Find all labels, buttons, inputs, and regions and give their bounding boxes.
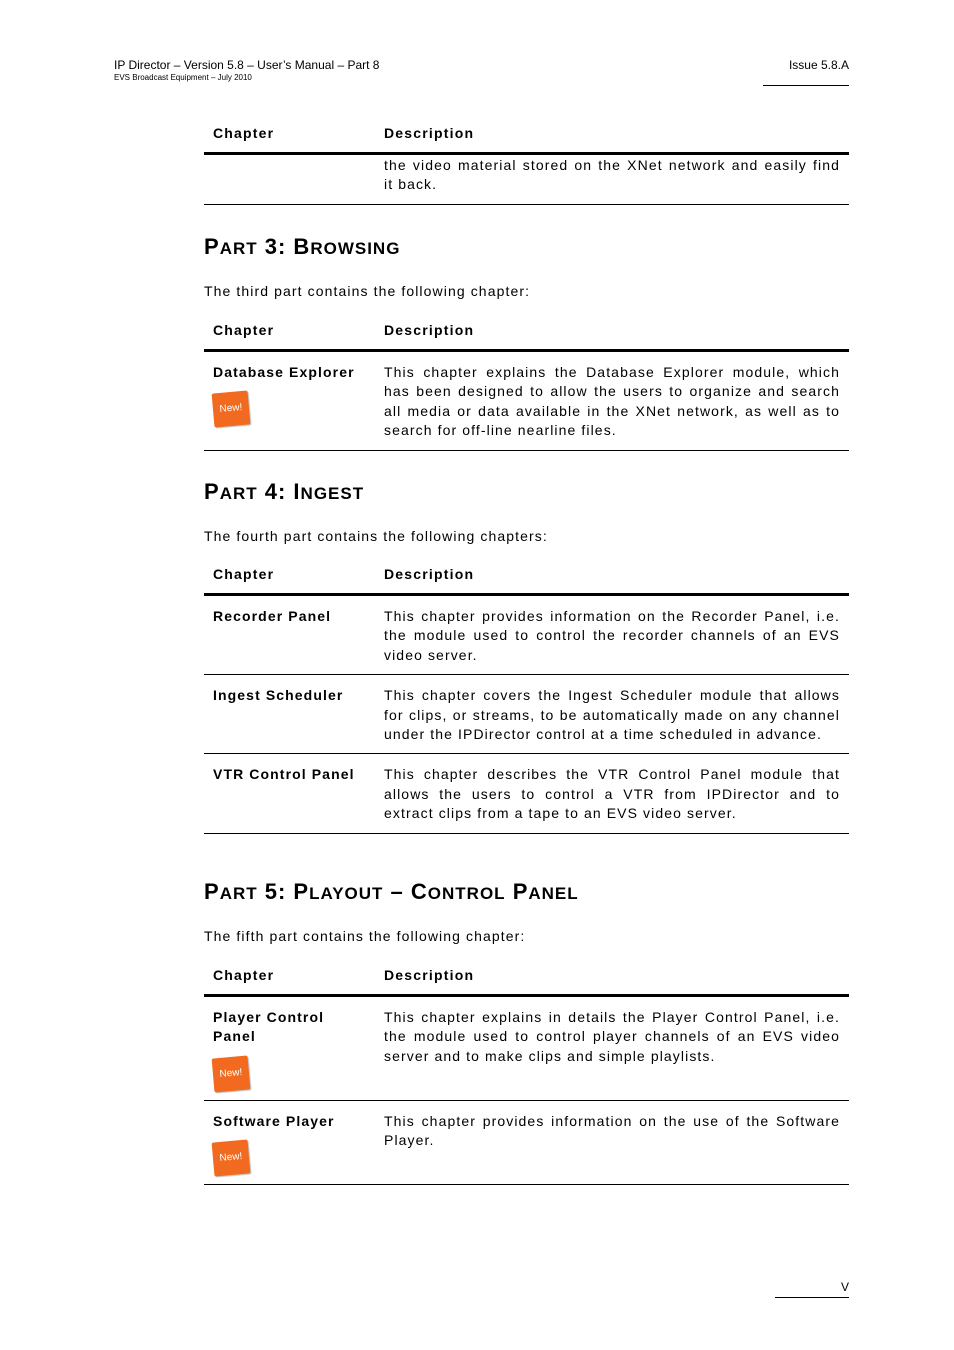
table-row: [204, 351, 849, 451]
column-header-description: Description: [375, 956, 849, 996]
section-heading: PART 5: PLAYOUT – CONTROL PANEL: [204, 879, 579, 904]
description-cell: This chapter provides information on the Recorder Panel, i.e. the module used to control the recorder channels of an EVS video server.: [375, 595, 849, 675]
part4-intro-wrap: [204, 527, 849, 545]
new-badge-icon: New!: [212, 1055, 251, 1092]
table-row: [204, 754, 849, 833]
column-header-chapter: Chapter: [204, 311, 375, 351]
header-subtitle: EVS Broadcast Equipment – July 2010: [114, 73, 252, 82]
chapter-table: [204, 311, 849, 451]
header-issue: [763, 58, 849, 86]
part3-intro-wrap: [204, 282, 849, 300]
chapter-table: [204, 555, 849, 834]
part3-section: [204, 234, 849, 262]
description-cell: the video material stored on the XNet network and easily find it back.: [375, 154, 849, 205]
chapter-cell: VTR Control Panel: [204, 754, 375, 833]
column-header-chapter: Chapter: [204, 956, 375, 996]
table-row: [204, 675, 849, 754]
section-intro: The fourth part contains the following chapters:: [204, 528, 548, 544]
new-badge-icon: New!: [212, 1140, 251, 1177]
chapter-cell: Ingest Scheduler: [204, 675, 375, 754]
chapter-cell: [204, 996, 375, 1101]
chapter-name: Database Explorer: [213, 364, 355, 380]
part5-table-wrap: [204, 956, 849, 1185]
section-heading: PART 3: BROWSING: [204, 234, 401, 259]
section-intro: The third part contains the following chapter:: [204, 283, 531, 299]
chapter-cell: [204, 1100, 375, 1184]
table-row: [204, 996, 849, 1101]
issue-label: Issue 5.8.A: [788, 58, 849, 72]
part4-section: [204, 479, 849, 507]
part4-table-wrap: [204, 555, 849, 834]
column-header-description: Description: [375, 114, 849, 154]
page-header: [114, 58, 379, 83]
table-row: [204, 1100, 849, 1184]
description-cell: This chapter provides information on the use of the Software Player.: [375, 1100, 849, 1184]
description-cell: This chapter explains the Database Explorer module, which has been designed to allow the users to organize and search all media or data available in the XNet network, as well as to search for off-line nearline files.: [375, 351, 849, 451]
section-intro: The fifth part contains the following chapter:: [204, 928, 526, 944]
table-row: [204, 595, 849, 675]
page-footer: [775, 1280, 849, 1298]
description-cell: This chapter describes the VTR Control Panel module that allows the users to control a VTR from IPDirector and to extract clips from a tape to an EVS video server.: [375, 754, 849, 833]
part5-section: [204, 879, 849, 907]
header-title: IP Director – Version 5.8 – User’s Manual – Part 8: [114, 58, 380, 72]
part3-table-wrap: [204, 311, 849, 451]
table-continued: [204, 114, 849, 205]
description-cell: This chapter covers the Ingest Scheduler module that allows for clips, or streams, to be automatically made on any channel under the IPDirector control at a time scheduled in advance.: [375, 675, 849, 754]
chapter-cell: [204, 351, 375, 451]
description-cell: This chapter explains in details the Player Control Panel, i.e. the module used to control player channels of an EVS video server and to make clips and simple playlists.: [375, 996, 849, 1101]
column-header-description: Description: [375, 555, 849, 595]
chapter-name: Player Control Panel: [213, 1009, 325, 1045]
chapter-table: [204, 956, 849, 1185]
chapter-cell: Recorder Panel: [204, 595, 375, 675]
new-badge-icon: New!: [212, 391, 251, 428]
part5-intro-wrap: [204, 927, 849, 945]
column-header-description: Description: [375, 311, 849, 351]
section-heading: PART 4: INGEST: [204, 479, 365, 504]
column-header-chapter: Chapter: [204, 555, 375, 595]
table-row: [204, 154, 849, 205]
chapter-table: [204, 114, 849, 205]
column-header-chapter: Chapter: [204, 114, 375, 154]
chapter-name: Software Player: [213, 1112, 335, 1129]
page-number: V: [840, 1280, 849, 1294]
chapter-cell: [204, 154, 375, 205]
